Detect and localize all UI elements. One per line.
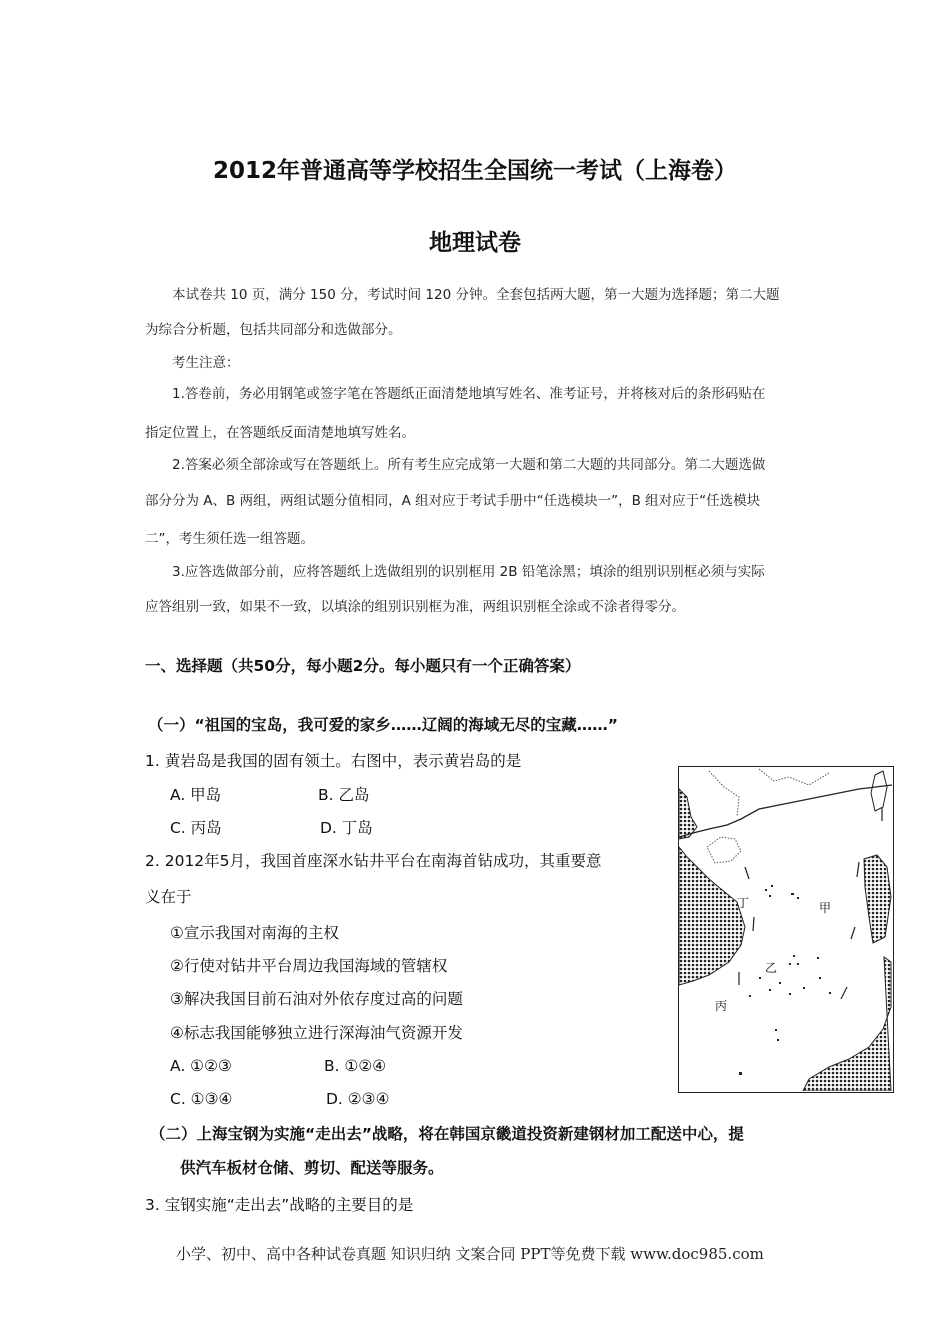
- option-b: B. 乙岛: [318, 786, 370, 804]
- intro-line: 考生注意：: [172, 355, 240, 371]
- section-heading: 一、选择题（共50分，每小题2分。每小题只有一个正确答案）: [145, 657, 581, 675]
- group-heading: 供汽车板材仓储、剪切、配送等服务。: [180, 1159, 444, 1177]
- question-2-stem: 2. 2012年5月，我国首座深水钻井平台在南海首钻成功，其重要意: [145, 852, 602, 870]
- option-d: D. ②③④: [326, 1090, 390, 1108]
- intro-line: 1.答卷前，务必用钢笔或签字笔在答题纸正面清楚地填写姓名、准考证号，并将核对后的条形码贴在: [172, 386, 766, 402]
- intro-line: 3.应答选做部分前，应将答题纸上选做组别的识别框用 2B 铅笔涂黑；填涂的组别识别框必须与实际: [172, 564, 765, 580]
- map-label-bing: 丙: [715, 999, 728, 1013]
- intro-line: 二”，考生须任选一组答题。: [145, 531, 314, 547]
- question-3-stem: 3. 宝钢实施“走出去”战略的主要目的是: [145, 1196, 414, 1214]
- option-a: A. ①②③: [170, 1057, 232, 1075]
- south-china-sea-map: [678, 766, 894, 1093]
- intro-line: 本试卷共 10 页，满分 150 分，考试时间 120 分钟。全套包括两大题，第一大题为选择题；第二大题: [172, 287, 780, 303]
- option-a: A. 甲岛: [170, 786, 222, 804]
- map-label-jia: 甲: [819, 901, 832, 915]
- question-1-stem: 1. 黄岩岛是我国的固有领土。右图中，表示黄岩岛的是: [145, 752, 522, 770]
- intro-line: 2.答案必须全部涂或写在答题纸上。所有考生应完成第一大题和第二大题的共同部分。第二大题选做: [172, 457, 766, 473]
- statement-item: ②行使对钻井平台周边我国海域的管辖权: [170, 957, 448, 975]
- option-b: B. ①②④: [324, 1057, 387, 1075]
- intro-line: 为综合分析题，包括共同部分和选做部分。: [145, 322, 402, 338]
- option-d: D. 丁岛: [320, 819, 373, 837]
- question-2-stem: 义在于: [145, 888, 192, 906]
- group-heading: （二）上海宝钢为实施“走出去”战略，将在韩国京畿道投资新建钢材加工配送中心，提: [150, 1125, 744, 1143]
- map-label-ding: 丁: [737, 896, 750, 910]
- intro-line: 指定位置上，在答题纸反面清楚地填写姓名。: [145, 425, 415, 441]
- statement-item: ③解决我国目前石油对外依存度过高的问题: [170, 990, 463, 1008]
- option-c: C. 丙岛: [170, 819, 222, 837]
- group-heading: （一）“祖国的宝岛，我可爱的家乡……辽阔的海域无尽的宝藏……”: [148, 716, 618, 734]
- map-label-yi: 乙: [765, 961, 778, 975]
- intro-line: 应答组别一致，如果不一致，以填涂的组别识别框为准，两组识别框全涂或不涂者得零分。: [145, 599, 685, 615]
- option-c: C. ①③④: [170, 1090, 233, 1108]
- exam-subtitle: 地理试卷: [429, 230, 521, 256]
- statement-item: ④标志我国能够独立进行深海油气资源开发: [170, 1024, 463, 1042]
- intro-line: 部分分为 A、B 两组，两组试题分值相同，A 组对应于考试手册中“任选模块一”，B 组对应于“任选模块: [145, 493, 761, 509]
- exam-title: 2012年普通高等学校招生全国统一考试（上海卷）: [212, 158, 737, 184]
- footer-text: 小学、初中、高中各种试卷真题 知识归纳 文案合同 PPT等免费下载 www.doc985.com: [176, 1245, 764, 1263]
- statement-item: ①宣示我国对南海的主权: [170, 924, 339, 942]
